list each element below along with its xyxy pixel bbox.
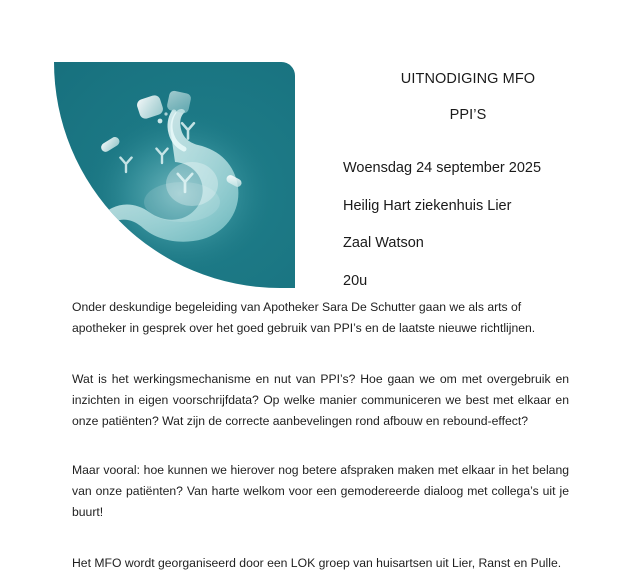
detail-date: Woensdag 24 september 2025 xyxy=(343,160,542,176)
header-block xyxy=(343,72,593,124)
paragraph-intro: Onder deskundige begeleiding van Apotheker Sara De Schutter gaan we als arts of apotheker in gesprek over het goed gebruik van PPI’s en de laatste nieuwe richtlijnen. xyxy=(72,300,536,335)
paragraph-spacer xyxy=(72,432,569,460)
body-copy xyxy=(72,297,569,574)
paragraph-spacer xyxy=(72,523,569,553)
paragraph-questions: Wat is het werkingsmechanisme en nut van PPI’s? Hoe gaan we om met overgebruik en inzichten in eigen voorschrijfdata? Op welke manier communiceren we best met elkaar en onze patiënten? Wat zijn de correcte aanbevelingen rond afbouw en rebound-effect? xyxy=(72,372,569,428)
stomach-illustration-graphic xyxy=(54,62,295,288)
detail-room: Zaal Watson xyxy=(343,235,424,252)
page-title: UITNODIGING MFO xyxy=(400,71,536,87)
page-subtitle: PPI’S xyxy=(449,106,487,123)
hero-illustration-panel xyxy=(54,62,295,288)
detail-time: 20u xyxy=(343,273,368,290)
paragraph-invitation: Maar vooral: hoe kunnen we hierover nog betere afspraken maken met elkaar in het belang van onze patiënten? Van harte welkom voor een gemodereerde dialoog met collega’s uit je buurt! xyxy=(72,463,569,519)
paragraph-organizer: Het MFO wordt georganiseerd door een LOK groep van huisartsen uit Lier, Ranst en Pulle. xyxy=(72,556,562,570)
detail-venue: Heilig Hart ziekenhuis Lier xyxy=(343,197,512,214)
event-details-list xyxy=(343,160,603,290)
paragraph-spacer xyxy=(72,339,569,369)
